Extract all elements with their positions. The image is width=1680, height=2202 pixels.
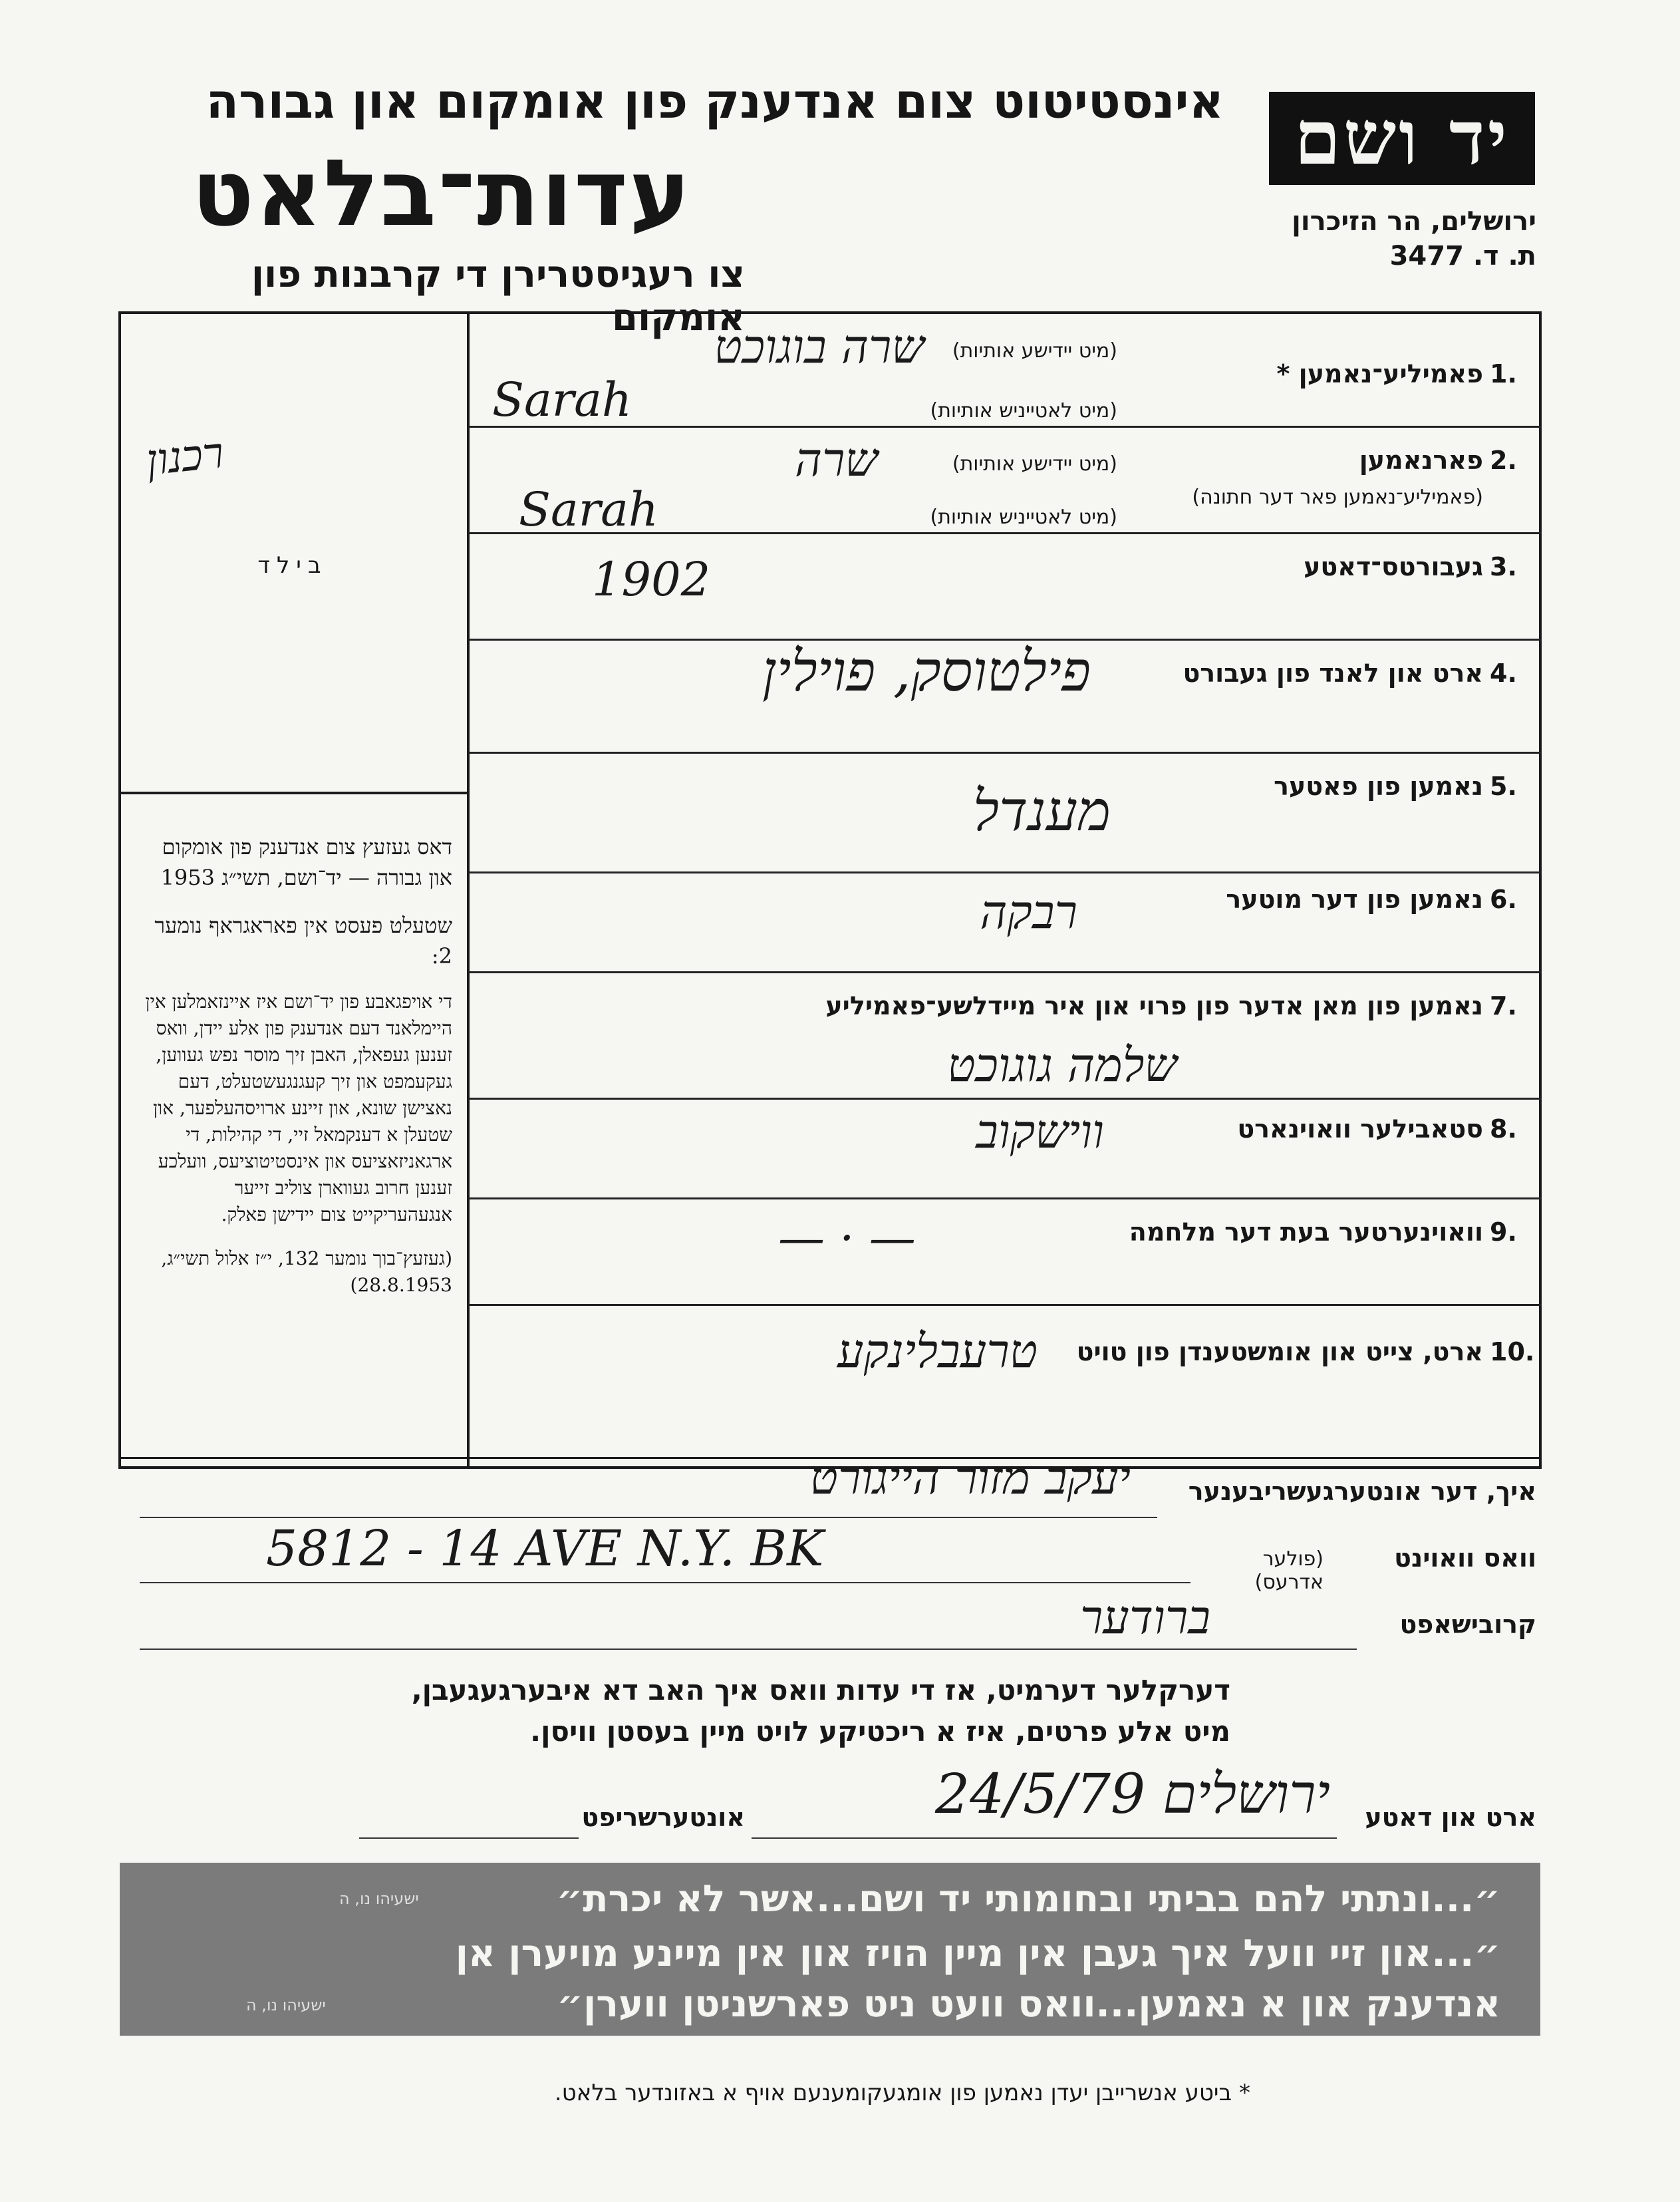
yad-vashem-logo: יד ושם [1269, 92, 1535, 185]
page-title: עדות־בלאט [192, 140, 692, 247]
field-value-birth-date[interactable]: 1902 [592, 552, 711, 607]
field-value-death-circumstances[interactable]: טרעבלינקע [837, 1324, 1038, 1378]
row-divider [468, 871, 1542, 873]
photo-column-divider [467, 311, 470, 1469]
date-place-label: ארט און דאטע [1365, 1803, 1536, 1832]
page-subtitle: צו רעגיסטרירן די קרבנות פון אומקום [251, 253, 745, 339]
footnote-text: ביטע אנשרייבן יעדן נאמען פון אומגעקומענעם אויף א באזונדער בלאט. [554, 2080, 1232, 2106]
signer-address-label: וואס וואוינט [1394, 1543, 1536, 1573]
address-line-2: ת. ד. 3477 [1389, 241, 1536, 271]
footnote-asterisk: * [1239, 2080, 1250, 2106]
quote-banner [120, 1863, 1540, 2036]
field-value-family-name-latin[interactable]: Sarah [492, 373, 632, 427]
field-number: 10. [1490, 1337, 1535, 1366]
signer-address-value[interactable]: 5812 - 14 AVE N.Y. BK [266, 1520, 824, 1577]
row-divider [468, 1098, 1542, 1100]
row-divider [468, 752, 1542, 754]
field-label-mother-name: נאמען פון דער מוטער [1226, 885, 1483, 914]
institute-title: אינסטיטוט צום אנדענק פון אומקום און גבורה [206, 73, 1224, 129]
banner-quote-yiddish-2: אנדענק און א נאמען...וואס וועט ניט פארשניטן ווערן״ [557, 1982, 1500, 2026]
field-label-wartime-residence: וואוינערטער בעת דער מלחמה [1129, 1217, 1483, 1247]
field-number: 9. [1490, 1217, 1517, 1247]
signer-name-label: איך, דער אונטערגעשריבענער [1188, 1477, 1536, 1506]
signer-address-note: (פולער אדרעס) [1254, 1547, 1324, 1594]
field-label-father-name: נאמען פון פאטער [1274, 772, 1483, 801]
field-value-family-name-yiddish[interactable]: שרה בוגוכט [714, 319, 924, 374]
signer-relation-value[interactable]: ברודער [1079, 1590, 1210, 1645]
signer-address-line [140, 1582, 1190, 1583]
banner-reference: ישעיהו נו, ה [339, 1889, 419, 1908]
legal-citation: (געזעץ־בוך נומער 132, י״ז אלול תשי״ג, 28.8.1953) [161, 1247, 452, 1296]
field-note-maiden-name: (פאמיליע־נאמען פאר דער חתונה) [1192, 486, 1483, 509]
field-label-first-name: פארנאמען [1359, 446, 1483, 475]
field-value-spouse-name[interactable]: שלמה גוגוכט [947, 1038, 1177, 1092]
photo-handwritten-note: רכנון [144, 428, 226, 486]
signer-relation-line [140, 1649, 1357, 1650]
row-divider [468, 971, 1542, 973]
field-sublabel-latin: (מיט לאטייניש אותיות) [930, 506, 1117, 529]
field-number: 8. [1490, 1114, 1517, 1144]
field-value-first-name-latin[interactable]: Sarah [519, 482, 658, 537]
date-place-value[interactable]: ירושלים 24/5/79 [934, 1763, 1330, 1826]
field-number: 2. [1490, 446, 1517, 475]
footnote [359, 2080, 1250, 2106]
field-value-father-name[interactable]: מענדל [972, 778, 1111, 844]
legal-paragraph: די אויפגאבע פון יד־ושם איז איינזאמלען אין היימלאנד דעם אנדענק פון אלע יידן, וואס זענען געפאלן, האבן זיך מוסר נפש געווען, געקעמפט און זיך קעגנגעשטעלט, דעם נאצישן שונא, און זיינע ארויסהעלפער, און שטעלן א דענקמאל זיי, די קהילות, די ארגאניזאציעס און אינסטיטוציעס, וועלכע זענען חרוב געווארן צוליב זייער אנגעהעריקייט צום יידישן פאלק. [145, 991, 452, 1225]
banner-reference: ישעיהו נו, ה [246, 1996, 326, 2014]
photo-box-bottom [118, 792, 468, 794]
field-value-first-name-yiddish[interactable]: שרה [795, 432, 878, 487]
field-label-death-circumstances: ארט, צייט און אומשטענדן פון טויט [1076, 1337, 1483, 1366]
legal-paragraph: שטעלט פעסט אין פאראגראף נומער 2: [154, 913, 452, 969]
declaration-line: דערקלער דערמיט, אז די עדות וואס איך האב דא איבערגעגעבן, [411, 1674, 1230, 1706]
field-sublabel-yiddish: (מיט יידישע אותיות) [952, 339, 1117, 363]
banner-quote-yiddish-1: ״...און זיי וועל איך געבן אין מיין הויז און אין מיינע מויערן אן [455, 1932, 1500, 1975]
field-label-family-name: פאמיליע־נאמען * [1276, 359, 1483, 389]
field-number: 6. [1490, 885, 1517, 914]
banner-quote-hebrew: ״...ונתתי להם בביתי ובחומותי יד ושם...אשר לא יכרת״ [556, 1877, 1500, 1921]
field-value-wartime-residence[interactable]: — · — [778, 1211, 916, 1265]
signature-label: אונטערשריפט [581, 1803, 745, 1832]
field-label-spouse-name: נאמען פון מאן אדער פון פרוי און איר מיידלשע־פאמיליע [825, 991, 1483, 1021]
field-number: 3. [1490, 552, 1517, 581]
field-sublabel-yiddish: (מיט יידישע אותיות) [952, 452, 1117, 476]
legal-text [133, 832, 452, 1316]
legal-paragraph: דאס געזעץ צום אנדענק פון אומקום און גבורה — יד־ושם, תשי״ג 1953 [160, 834, 452, 890]
field-number: 5. [1490, 772, 1517, 801]
field-sublabel-latin: (מיט לאטייניש אותיות) [930, 399, 1117, 422]
field-value-permanent-residence[interactable]: ווישקוב [976, 1104, 1104, 1159]
declaration-text [372, 1670, 1230, 1752]
date-place-line [752, 1837, 1337, 1839]
field-label-birth-place: ארט און לאנד פון געבורט [1183, 659, 1483, 688]
field-value-birth-place[interactable]: פילטוסק, פוילין [762, 639, 1091, 704]
row-divider [468, 1304, 1542, 1306]
signer-name-line [140, 1517, 1157, 1518]
field-number: 7. [1490, 991, 1517, 1021]
address-line-1: ירושלים, הר הזיכרון [1292, 206, 1536, 237]
field-number: 1. [1490, 359, 1517, 389]
field-number: 4. [1490, 659, 1517, 688]
declaration-line: מיט אלע פרטים, איז א ריכטיקע לויט מיין בעסטן וויסן. [530, 1715, 1230, 1748]
row-divider [468, 1197, 1542, 1199]
photo-label: בילד [257, 552, 328, 579]
field-value-mother-name[interactable]: רבקה [980, 885, 1077, 939]
signer-name-value[interactable]: יעקב מזור הייגורט [809, 1450, 1131, 1505]
field-label-birth-date: געבורטס־דאטע [1304, 552, 1483, 581]
signature-line[interactable] [359, 1837, 579, 1839]
signer-relation-label: קרובישאפט [1399, 1610, 1536, 1639]
field-label-permanent-residence: סטאבילער וואוינארט [1237, 1114, 1483, 1144]
